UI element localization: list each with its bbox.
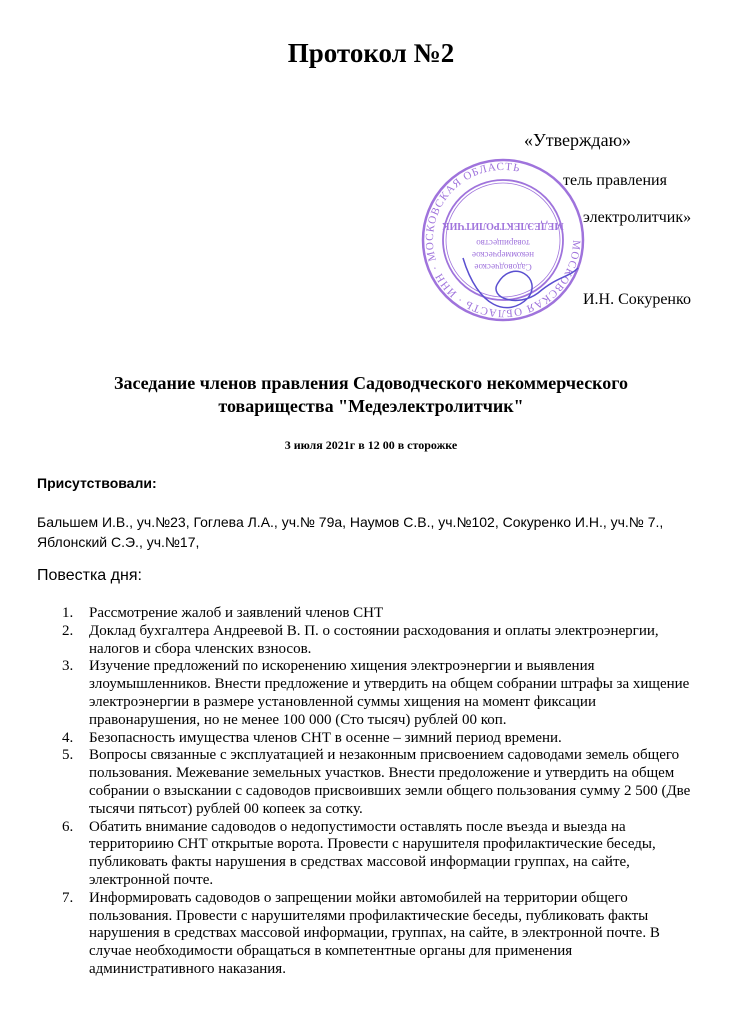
approval-title: «Утверждаю»: [524, 130, 632, 150]
document-title: Протокол №2: [287, 38, 455, 68]
agenda-item: [37, 605, 697, 623]
agenda-item-text: Изучение предложений по искоренению хищения электроэнергии и выявления злоумышленников. Внести предложение и утвердить на общем собрании штрафы за хищение электроэнергии в размере установленной суммы хищения на момент фиксации правонарушения, но не менее 100 000 (Сто тысяч) рублей 00 коп.: [89, 658, 690, 728]
agenda-item-number: 4.: [62, 729, 74, 746]
agenda-item-text: Информировать садоводов о запрещении мойки автомобилей на территории общего пользования. Провести с нарушителями профилактические беседы, публиковать факты нарушения в средствах массовой информации, группах, на сайте, в электронной почте. В случае необходимости обращаться в компетентные органы для применения административного наказания.: [89, 889, 660, 977]
agenda-item: [37, 747, 697, 818]
approval-position-line: тель правления: [563, 172, 667, 189]
stamp-line-3: товарищество: [476, 238, 530, 248]
agenda-item-number: 2.: [62, 622, 74, 639]
stamp-line-4: МЕДЕЭЛЕКТРОЛИТЧИК: [442, 220, 564, 231]
present-list: [37, 512, 687, 552]
agenda-item-number: 5.: [62, 747, 74, 764]
agenda-item-number: 3.: [62, 658, 74, 675]
stamp-ring-text: МОСКОВСКАЯ ОБЛАСТЬ · ИНН · МОСКОВСКАЯ ОБЛАСТЬ: [423, 160, 583, 320]
agenda-item-text: Рассмотрение жалоб и заявлений членов СНТ: [89, 605, 384, 621]
agenda-item: [37, 730, 697, 748]
stamp-line-2: некоммерческое: [472, 250, 534, 260]
agenda-item-text: Доклад бухгалтера Андреевой В. П. о состоянии расходования и оплаты электроэнергии, налогов и сбора членских взносов.: [89, 622, 659, 657]
meeting-title: [0, 372, 734, 418]
agenda-item: [37, 819, 697, 890]
agenda-item: [37, 658, 697, 729]
present-line-1: Бальшем И.В., уч.№23, Гоглева Л.А., уч.№ 79а, Наумов С.В., уч.№102, Сокуренко И.Н., уч.№ 7.,: [37, 514, 664, 530]
meeting-title-line-1: Заседание членов правления Садоводческого некоммерческого: [113, 373, 629, 393]
agenda-item-text: Безопасность имущества членов СНТ в осенне – зимний период времени.: [89, 729, 562, 746]
agenda-item-text: Вопросы связанные с эксплуатацией и незаконным присвоением садоводами земель общего пользования. Межевание земельных участков. Внести предоложение и утвердить на общем собрании о взыскании с садоводов присвоивших земли общего пользования сумму 2 500 (Две тысячи пятьсот) рублей 00 копеек за сотку.: [89, 747, 691, 817]
agenda-label: Повестка дня:: [37, 567, 142, 584]
meeting-title-line-2: товарищества "Медеэлектролитчик": [218, 396, 524, 416]
approval-organization-line: электролитчик»: [583, 209, 692, 226]
meeting-date: 3 июля 2021г в 12 00 в сторожке: [284, 438, 458, 452]
stamp-line-1: Садоводческое: [474, 262, 532, 272]
agenda-item-number: 6.: [62, 818, 74, 835]
agenda-item: [37, 890, 697, 979]
present-label: Присутствовали:: [37, 475, 157, 491]
approval-block: [0, 0, 734, 330]
approval-signer-name: И.Н. Сокуренко: [583, 291, 691, 308]
agenda-item: [37, 623, 697, 659]
organization-stamp: [418, 158, 588, 323]
agenda-item-number: 7.: [62, 889, 74, 906]
agenda-list: [37, 605, 697, 979]
agenda-item-text: Обатить внимание садоводов о недопустимости оставлять после въезда и выезда на территориию СНТ открытые ворота. Провести с нарушителя профилактические беседы, публиковать факты нарушения в средствах массовой информации группах, на сайте, электронной почте.: [89, 818, 656, 888]
present-line-2: Яблонский С.Э., уч.№17,: [37, 534, 200, 550]
agenda-item-number: 1.: [62, 605, 74, 621]
